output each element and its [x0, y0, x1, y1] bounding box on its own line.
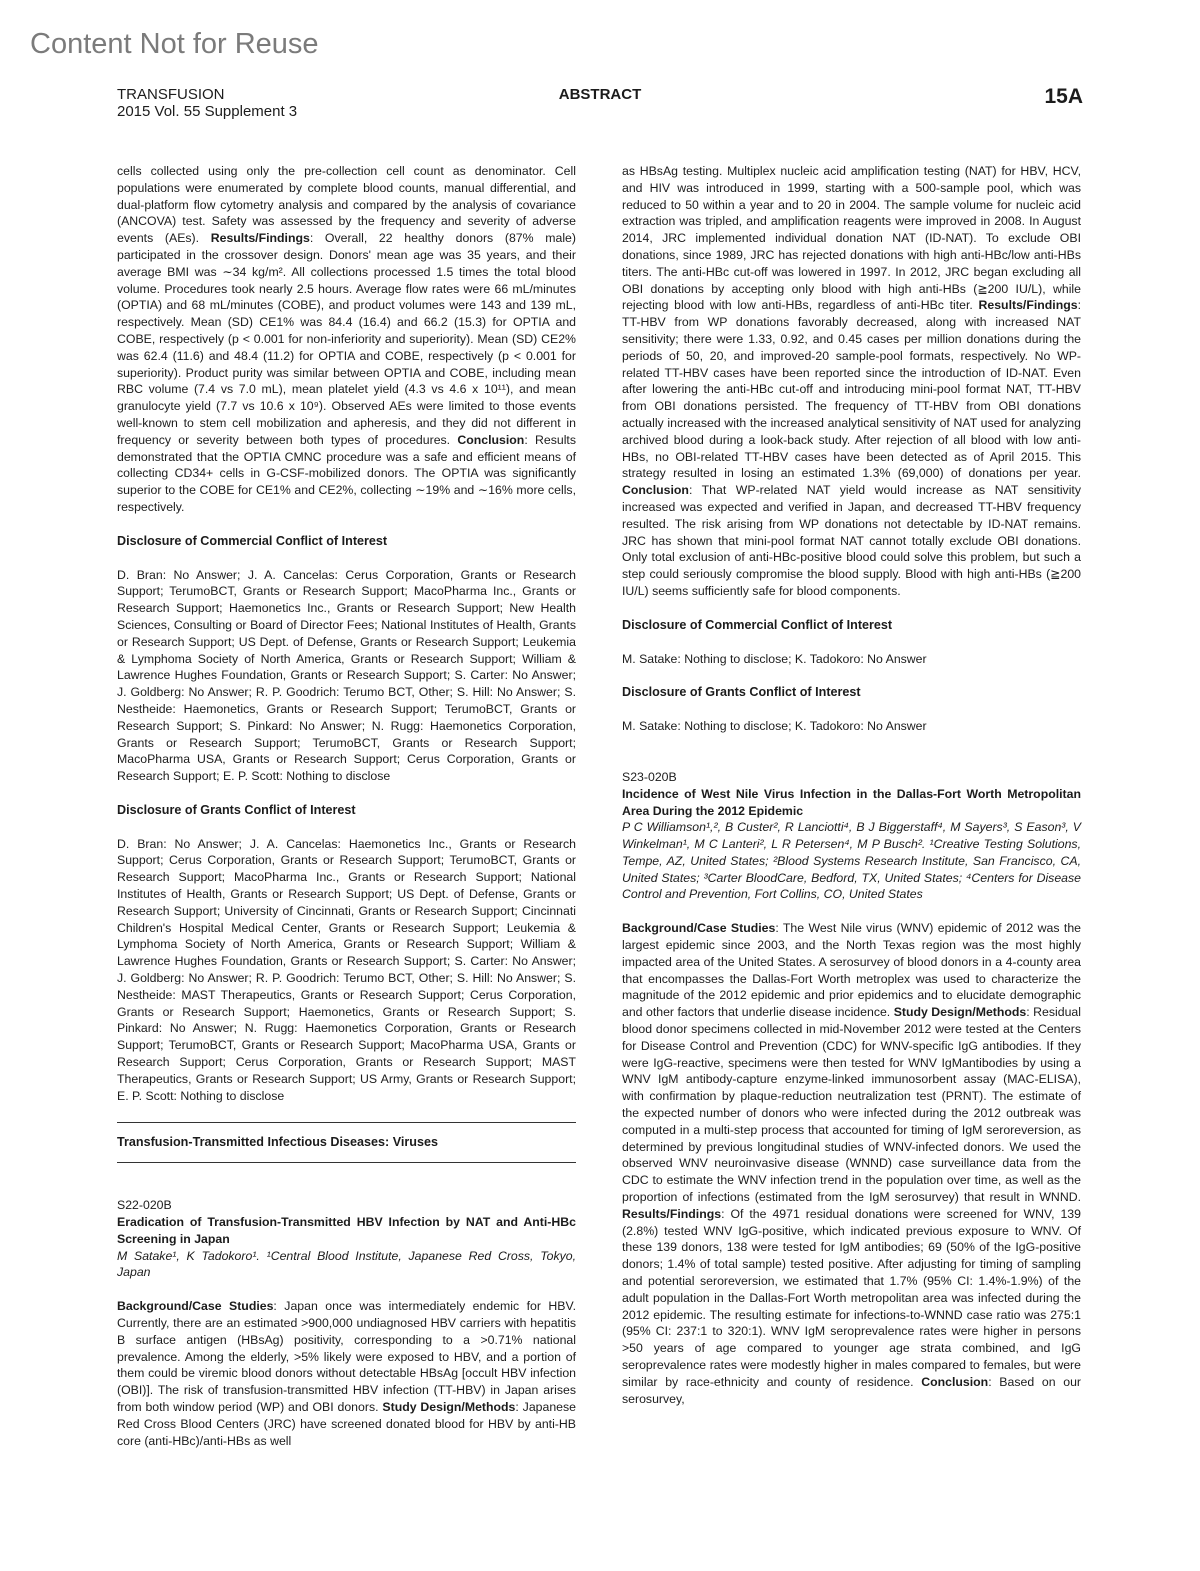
commercial-disclosure-text: D. Bran: No Answer; J. A. Cancelas: Cerus Corporation, Grants or Research Support; TerumoBCT, Grants or Research Support; MacoPharma Inc., Grants or Research Support; Haemonetics Inc., Grants or Research Support; New Health Sciences, Consulting or Board of Director Fees; National Institutes of Health, Grants or Research Support; US Dept. of Defense, Grants or Research Support; Leukemia & Lymphoma Society of North America, Grants or Research Support; William & Lawrence Hughes Foundation, Grants or Research Support; S. Carter: No Answer; J. Goldberg: No Answer; R. P. Goodrich: Terumo BCT, Other; S. Hill: No Answer; S. Nestheide: Haemonetics, Grants or Research Support; TerumoBCT, Grants or Research Support; S. Pinkard: No Answer; N. Rugg: Haemonetics Corporation, Grants or Research Support; TerumoBCT, Grants or Research Support; MacoPharma USA, Grants or Research Support; Cerus Corporation, Grants or Research Support; E. P. Scott: Nothing to disclose	[117, 567, 576, 784]
results-text: : Overall, 22 healthy donors (87% male) participated in the crossover design. Donors' mean age was 35 years, and their average BMI was ∼34 kg/m². All collections processed 1.5 times the total blood volume. Procedures took nearly 2.5 hours. Average flow rates were 66 mL/minutes (OPTIA) and 68 mL/minutes (COBE), and product volumes were 143 and 139 mL, respectively. Mean (SD) CE1% was 84.4 (16.4) and 66.2 (15.3) for OPTIA and COBE, respectively (p < 0.001 for non-inferiority and superiority). Mean (SD) CE2% was 62.4 (11.6) and 48.4 (11.2) for OPTIA and COBE, respectively (p < 0.001 for superiority). Product purity was similar between OPTIA and COBE, including mean RBC volume (7.4 vs 7.0 mL), mean platelet yield (4.3 vs 4.6 x 10¹¹), and mean granulocyte yield (7.7 vs 10.6 x 10⁹). Observed AEs were limited to those events well-known to stem cell mobilization and apheresis, and they did not different in frequency or severity between both types of procedures.	[117, 231, 576, 447]
results-text: : TT-HBV from WP donations favorably decreased, along with increased NAT sensitivity; there were 1.33, 0.92, and 0.45 cases per million donations during the periods of 50, 20, and improved-20 sample-pool formats, respectively. No WP-related TT-HBV cases have been reported since the introduction of ID-NAT. Even after lowering the anti-HBc cut-off and introducing mini-pool format NAT, TT-HBV from OBI donations persisted. The frequency of TT-HBV from OBI donations actually increased with the increased analytical sensitivity of NAT used for analyzing archived blood during a look-back study. After rejection of all blood with low anti-HBs, no OBI-related TT-HBV cases have been detected as of April 2015. This strategy resulted in losing an estimated 1.3% (69,000) of donations per year.	[622, 298, 1081, 481]
conclusion-text: : Based on our serosurvey,	[622, 1374, 1082, 1406]
study-design-text: : Residual blood donor specimens collected in mid-November 2012 were tested at the Centers for Disease Control and Prevention (CDC) for WNV-specific IgG antibodies. If they were IgG-reactive, specimens were then tested for WNV IgMantibodies by using a WNV IgM antibody-capture enzyme-linked immunosorbent assay (MAC-ELISA), with confirmation by plaque-reduction neutralization test (PRNT). The estimate of the expected number of donors who were infected during the 2012 outbreak was computed in a multi-step process that accounted for timing of IgM seroreversion, as determined by previous longitudinal studies of WNV-infected donors. We used the observed WNV neuroinvasive disease (WNND) case surveillance data from the CDC to estimate the WNV infection trend in the population over time, as well as the proportion of infections (estimated from the IgM serosurvey) that result in WNND.	[622, 1005, 1082, 1205]
commercial-disclosure-title: Disclosure of Commercial Conflict of Interest	[117, 533, 388, 548]
body-text: as HBsAg testing. Multiplex nucleic acid amplification testing (NAT) for HBV, HCV, and HIV was introduced in 1999, starting with a 500-sample pool, which was reduced to 50 within a year and to 20 in 2004. The sample volume for nucleic acid extraction was tripled, and amplification reagents were improved in 2008. In August 2014, JRC implemented individual donation NAT (ID-NAT). To exclude OBI donations, since 1989, JRC has rejected donations with high anti-HBc/low anti-HBs titers. The anti-HBc cut-off was lowered in 1997. In 2012, JRC began excluding all OBI donations by accepting only blood with high anti-HBs (≧200 IU/L), while rejecting blood with low anti-HBs, regardless of anti-HBc titer.	[622, 164, 1081, 313]
abstract-body	[622, 920, 1081, 1407]
abstract-continuation	[117, 163, 576, 516]
journal-volume: 2015 Vol. 55 Supplement 3	[117, 103, 298, 120]
section-label: ABSTRACT	[558, 86, 642, 103]
right-column	[622, 163, 1081, 1407]
abstract-authors: M Satake¹, K Tadokoro¹. ¹Central Blood Institute, Japanese Red Cross, Tokyo, Japan	[117, 1248, 576, 1280]
study-design-label: Study Design/Methods	[382, 1400, 516, 1414]
background-text: : The West Nile virus (WNV) epidemic of 2012 was the largest epidemic since 2003, and the North Texas region was the most highly impacted area of the United States. A serosurvey of blood donors in a 4-county area that encompasses the Dallas-Fort Worth metroplex was used to characterize the magnitude of the 2012 epidemic and prior epidemics and to elucidate demographic and other factors that underlie disease incidence.	[622, 921, 1081, 1020]
results-label: Results/Findings	[978, 298, 1078, 313]
background-label: Background/Case Studies	[622, 921, 776, 936]
page-number: 15A	[1044, 85, 1083, 108]
abstract-continuation	[622, 163, 1081, 600]
abstract-authors: P C Williamson¹,², B Custer², R Lanciotti⁴, B J Biggerstaff⁴, M Sayers³, S Eason³, V Winkelman¹, M C Lanteri², L R Petersen⁴, M P Busch². ¹Creative Testing Solutions, Tempe, AZ, United States; ²Blood Systems Research Institute, San Francisco, CA, United States; ³Carter BloodCare, Bedford, TX, United States; ⁴Centers for Disease Control and Prevention, Fort Collins, CO, United States	[622, 820, 1081, 902]
study-design-text: : Japanese Red Cross Blood Centers (JRC) have screened donated blood for HBV by anti-HB core (anti-HBc)/anti-HBs as well	[117, 1400, 577, 1448]
left-column	[117, 163, 576, 1449]
abstract-body	[117, 1298, 576, 1449]
conclusion-label: Conclusion	[921, 1374, 989, 1389]
grants-disclosure-text: D. Bran: No Answer; J. A. Cancelas: Haemonetics Inc., Grants or Research Support; Cerus Corporation, Grants or Research Support; TerumoBCT, Grants or Research Support; MacoPharma Inc., Grants or Research Support; National Institutes of Health, Grants or Research Support; US Dept. of Defense, Grants or Research Support; University of Cincinnati, Grants or Research Support; Cincinnati Children's Hospital Medical Center, Grants or Research Support; Leukemia & Lymphoma Society of North America, Grants or Research Support; William & Lawrence Hughes Foundation, Grants or Research Support; S. Carter: No Answer; J. Goldberg: No Answer; R. P. Goodrich: Terumo BCT, Other; S. Hill: No Answer; S. Nestheide: MAST Therapeutics, Grants or Research Support; Cerus Corporation, Grants or Research Support; Haemonetics, Grants or Research Support; S. Pinkard: No Answer; N. Rugg: Haemonetics Corporation, Grants or Research Support; TerumoBCT, Grants or Research Support; MacoPharma USA, Grants or Research Support; Cerus Corporation, Grants or Research Support; MAST Therapeutics, Grants or Research Support; US Army, Grants or Research Support; E. P. Scott: Nothing to disclose	[117, 836, 576, 1103]
results-label: Results/Findings	[622, 1206, 722, 1221]
background-text: : Japan once was intermediately endemic for HBV. Currently, there are an estimated >900,000 undiagnosed HBV carriers with hepatitis B surface antigen (HBsAg) positivity, corresponding to a >0.71% national prevalence. Among the elderly, >5% likely were exposed to HBV, and a portion of them could be viremic blood donors without detectable HBsAg [occult HBV infection (OBI)]. The risk of transfusion-transmitted HBV infection (TT-HBV) in Japan arises from both window period (WP) and OBI donors.	[117, 1299, 576, 1414]
conclusion-text: : That WP-related NAT yield would increase as NAT sensitivity increased was expected and verified in Japan, and decreased TT-HBV frequency resulted. The risk arising from WP donations not detectable by ID-NAT remains. JRC has shown that mini-pool format NAT cannot totally exclude OBI donations. Only total exclusion of anti-HBc-positive blood could solve this problem, but such a step could seriously compromise the blood supply. Blood with high anti-HBs (≧200 IU/L) seems sufficiently safe for blood components.	[622, 483, 1081, 598]
conclusion-label: Conclusion	[457, 432, 525, 447]
section-header	[117, 1122, 576, 1163]
results-text: : Of the 4971 residual donations were screened for WNV, 139 (2.8%) tested WNV IgG-positive, which indicated previous exposure to WNV. Of these 139 donors, 138 were tested for IgM antibodies; 69 (50% of the IgG-positive donors; 1.4% of total sample) tested positive. After adjusting for timing of sampling and potential seroreversion, we estimated that 1.7% (95% CI: 1.4%-1.9%) of the adult population in the Dallas-Fort Worth metropolitan area was infected during the 2012 epidemic. The resulting estimate for infections-to-WNND case ratio was 275:1 (95% CI: 237:1 to 320:1). WNV IgM seroprevalence rates were higher in persons >50 years of age compared to younger age strata combined, and IgG seroprevalence rates were modestly higher in males compared to females, but were similar by race-ethnicity and county of residence.	[622, 1206, 1081, 1389]
results-label: Results/Findings	[210, 231, 310, 246]
commercial-disclosure-text: M. Satake: Nothing to disclose; K. Tadokoro: No Answer	[622, 651, 927, 666]
conclusion-text: : Results demonstrated that the OPTIA CMNC procedure was a safe and efficient means of collecting CD34+ cells in G-CSF-mobilized donors. The OPTIA was significantly superior to the COBE for CE1% and CE2%, collecting ∼19% and ∼16% more cells, respectively.	[117, 432, 576, 514]
body-text: cells collected using only the pre-collection cell count as denominator. Cell populations were enumerated by complete blood counts, manual differential, and dual-platform flow cytometry analysis and compared by the analysis of covariance (ANCOVA) test. Safety was assessed by the frequency and severity of adverse events (AEs).	[117, 164, 576, 246]
grants-disclosure-text: M. Satake: Nothing to disclose; K. Tadokoro: No Answer	[622, 719, 927, 734]
abstract-id: S23-020B	[622, 769, 677, 784]
background-label: Background/Case Studies	[117, 1299, 274, 1314]
study-design-label: Study Design/Methods	[893, 1005, 1027, 1020]
commercial-disclosure-title: Disclosure of Commercial Conflict of Interest	[622, 617, 893, 632]
abstract-id: S22-020B	[117, 1198, 172, 1213]
section-header-title: Transfusion-Transmitted Infectious Diseases: Viruses	[117, 1135, 439, 1150]
journal-name: TRANSFUSION	[117, 86, 225, 103]
watermark: Content Not for Reuse	[30, 28, 319, 60]
grants-disclosure-title: Disclosure of Grants Conflict of Interest	[622, 685, 861, 700]
grants-disclosure-title: Disclosure of Grants Conflict of Interest	[117, 802, 356, 817]
conclusion-label: Conclusion	[622, 483, 689, 498]
abstract-title: Eradication of Transfusion-Transmitted HBV Infection by NAT and Anti-HBc Screening in Japan	[117, 1215, 576, 1246]
abstract-title: Incidence of West Nile Virus Infection in the Dallas-Fort Worth Metropolitan Area During the 2012 Epidemic	[622, 786, 1081, 818]
